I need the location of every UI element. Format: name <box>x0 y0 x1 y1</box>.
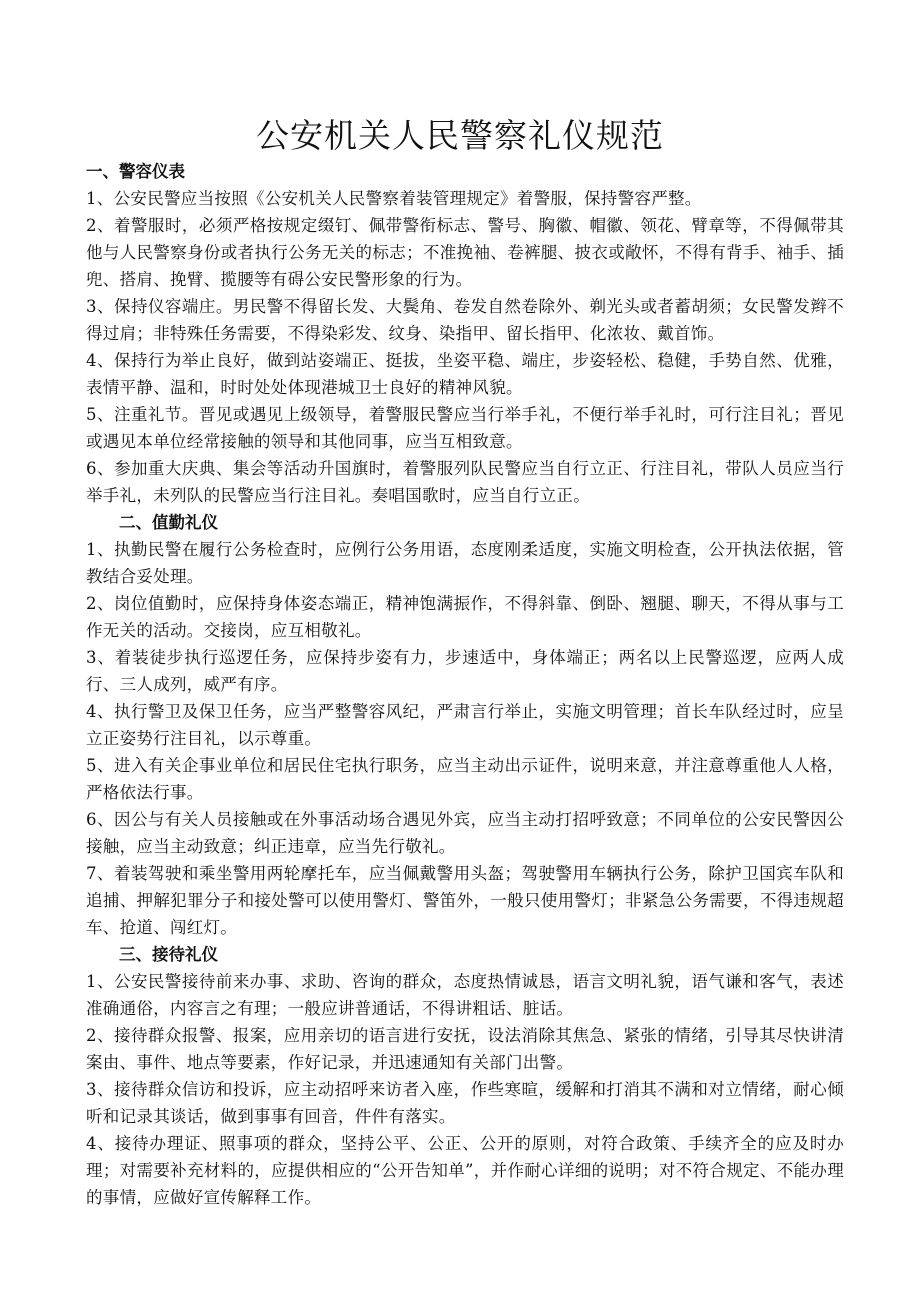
paragraph: 2、接待群众报警、报案，应用亲切的语言进行安抚，设法消除其焦急、紧张的情绪，引导其尽快讲清案由、事件、地点等要素，作好记录，并迅速通知有关部门出警。 <box>86 1026 844 1072</box>
paragraph: 7、着装驾驶和乘坐警用两轮摩托车，应当佩戴警用头盔；驾驶警用车辆执行公务，除护卫国宾车队和追捕、押解犯罪分子和接处警可以使用警灯、警笛外，一般只使用警灯；非紧急公务需要，不得违规超车、抢道、闯红灯。 <box>86 864 844 937</box>
paragraph: 3、保持仪容端庄。男民警不得留长发、大鬓角、卷发自然卷除外、剃光头或者蓄胡须；女民警发辫不得过肩；非特殊任务需要，不得染彩发、纹身、染指甲、留长指甲、化浓妆、戴首饰。 <box>86 297 844 343</box>
document-body <box>86 158 844 1211</box>
paragraph: 1、公安民警应当按照《公安机关人民警察着装管理规定》着警服，保持警容严整。 <box>86 189 702 208</box>
paragraph: 1、公安民警接待前来办事、求助、咨询的群众，态度热情诚恳，语言文明礼貌，语气谦和客气，表述准确通俗，内容言之有理；一般应讲普通话，不得讲粗话、脏话。 <box>86 972 844 1018</box>
paragraph: 5、注重礼节。晋见或遇见上级领导，着警服民警应当行举手礼，不便行举手礼时，可行注目礼；晋见或遇见本单位经常接触的领导和其他同事，应当互相致意。 <box>86 405 844 451</box>
section-heading: 二、值勤礼仪 <box>119 513 218 532</box>
paragraph: 6、因公与有关人员接触或在外事活动场合遇见外宾，应当主动打招呼致意；不同单位的公安民警因公接触，应当主动致意；纠正违章，应当先行敬礼。 <box>86 810 844 856</box>
paragraph: 4、接待办理证、照事项的群众，坚持公平、公正、公开的原则，对符合政策、手续齐全的应及时办理；对需要补充材料的，应提供相应的“公开告知单”，并作耐心详细的说明；对不符合规定、不能办理的事情，应做好宣传解释工作。 <box>86 1134 844 1207</box>
section-heading: 一、警容仪表 <box>86 162 185 181</box>
paragraph: 6、参加重大庆典、集会等活动升国旗时，着警服列队民警应当自行立正、行注目礼，带队人员应当行举手礼，未列队的民警应当行注目礼。奏唱国歌时，应当自行立正。 <box>86 459 844 505</box>
page-title: 公安机关人民警察礼仪规范 <box>256 116 664 155</box>
paragraph: 2、岗位值勤时，应保持身体姿态端正，精神饱满振作，不得斜靠、倒卧、翘腿、聊天，不得从事与工作无关的活动。交接岗，应互相敬礼。 <box>86 594 844 640</box>
section-appearance <box>86 158 844 509</box>
paragraph: 5、进入有关企事业单位和居民住宅执行职务，应当主动出示证件，说明来意，并注意尊重他人人格，严格依法行事。 <box>86 756 844 802</box>
section-duty-etiquette <box>86 509 844 941</box>
section-reception-etiquette <box>86 941 844 1211</box>
paragraph: 1、执勤民警在履行公务检查时，应例行公务用语，态度刚柔适度，实施文明检查，公开执法依据，管教结合妥处理。 <box>86 540 844 586</box>
section-heading: 三、接待礼仪 <box>119 945 218 964</box>
paragraph: 4、保持行为举止良好，做到站姿端正、挺拔，坐姿平稳、端庄，步姿轻松、稳健，手势自然、优雅，表情平静、温和，时时处处体现港城卫士良好的精神风貌。 <box>86 351 844 397</box>
paragraph: 2、着警服时，必须严格按规定缀钉、佩带警衔标志、警号、胸徽、帽徽、领花、臂章等，不得佩带其他与人民警察身份或者执行公务无关的标志；不准挽袖、卷裤腿、披衣或敞怀，不得有背手、袖手、插兜、搭肩、挽臂、揽腰等有碍公安民警形象的行为。 <box>86 216 844 289</box>
paragraph: 4、执行警卫及保卫任务，应当严整警容风纪，严肃言行举止，实施文明管理；首长车队经过时，应呈立正姿势行注目礼，以示尊重。 <box>86 702 844 748</box>
paragraph: 3、着装徒步执行巡逻任务，应保持步姿有力，步速适中，身体端正；两名以上民警巡逻，应两人成行、三人成列，威严有序。 <box>86 648 844 694</box>
paragraph: 3、接待群众信访和投诉，应主动招呼来访者入座，作些寒暄，缓解和打消其不满和对立情绪，耐心倾听和记录其谈话，做到事事有回音，件件有落实。 <box>86 1080 844 1126</box>
